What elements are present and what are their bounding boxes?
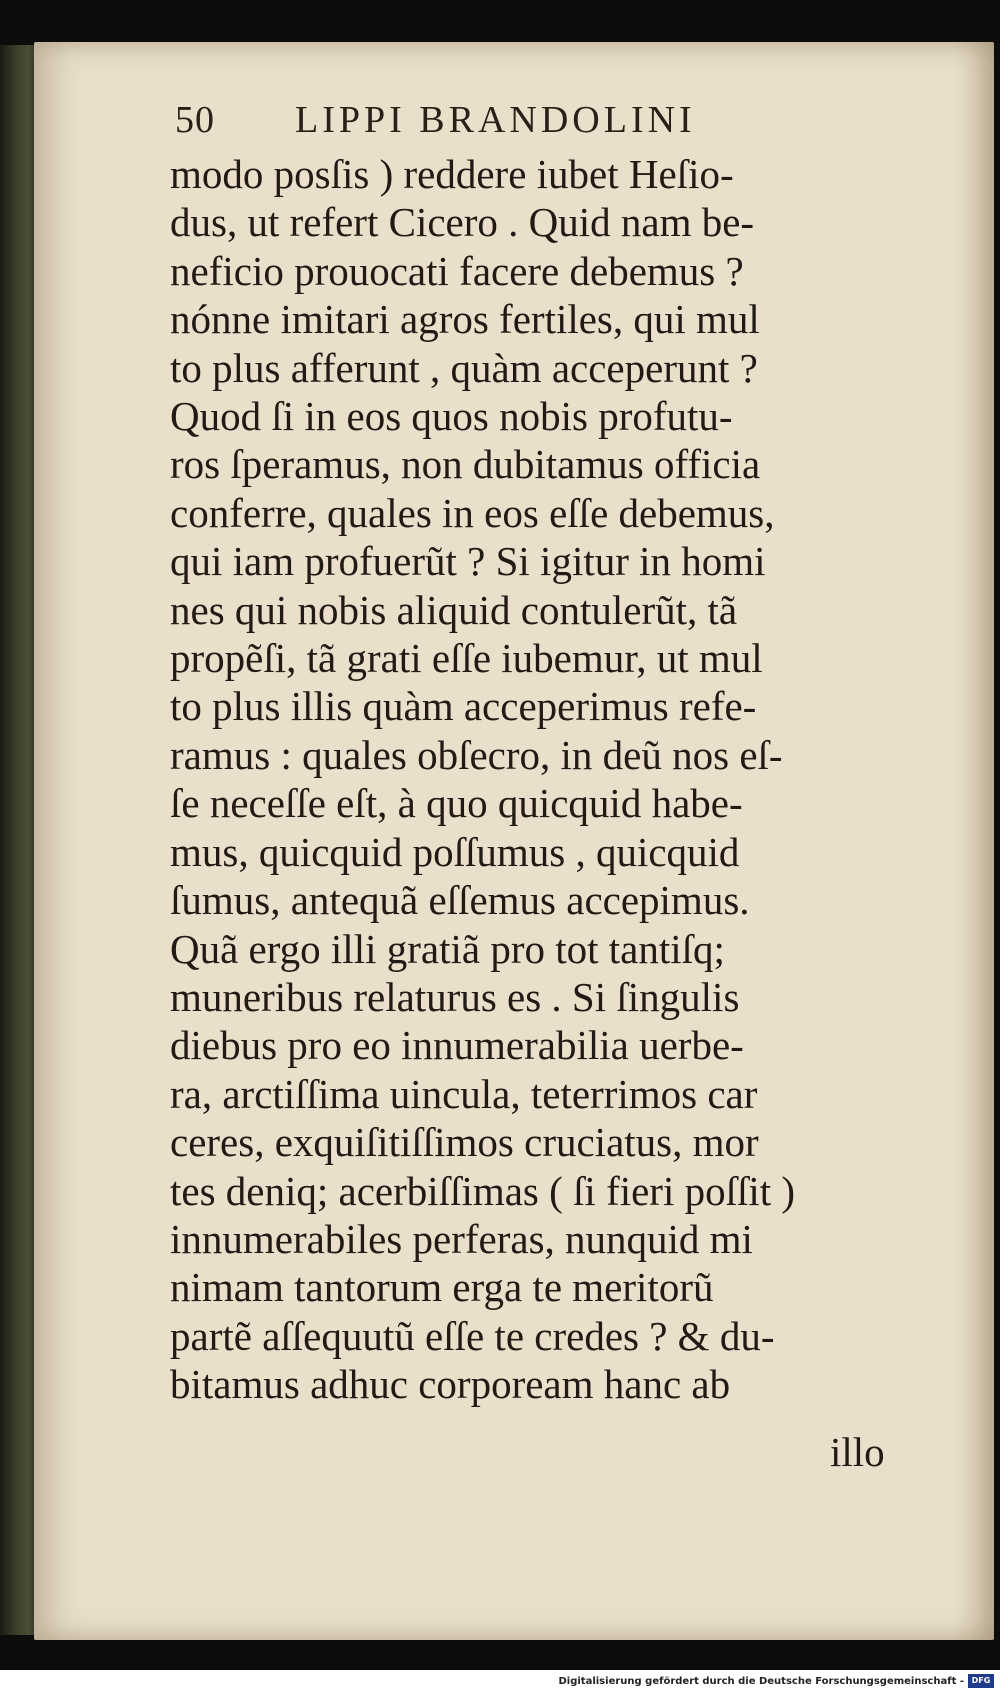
text-line: neficio prouocati facere debemus ? [170,247,744,294]
text-line: muneribus relaturus es . Si ſingulis [170,973,740,1020]
text-line: ramus : quales obſecro, in deũ nos eſ- [170,731,783,778]
text-line: diebus pro eo innumerabilia uerbe- [170,1022,744,1069]
dfg-logo: DFG [968,1674,994,1688]
text-line: ros ſperamus, non dubitamus officia [170,441,761,488]
text-line: bitamus adhuc corpoream hanc ab [170,1361,731,1408]
page-number: 50 [175,99,215,141]
footer-band [0,1670,1000,1696]
catchword: illo [830,1429,885,1475]
page-edge-shadow [954,42,994,1640]
body-text [170,150,870,1409]
text-line: to plus illis quàm acceperimus refe- [170,683,757,730]
running-head [175,98,855,142]
text-line: dus, ut refert Cicero . Quid nam be- [170,199,755,246]
funding-credit: Digitalisierung gefördert durch die Deutsche Forschungsgemeinschaft - [558,1676,964,1687]
text-line: ſe neceſſe eſt, à quo quicquid habe- [170,780,743,827]
text-line: ceres, exquiſitiſſimos cruciatus, mor [170,1119,759,1166]
text-line: modo posſis ) reddere iubet Heſio- [170,151,734,197]
running-title: LIPPI BRANDOLINI [295,99,696,141]
text-line: mus, quicquid poſſumus , quicquid [170,828,740,875]
text-line: nimam tantorum erga te meritorũ [170,1264,714,1311]
text-line: partẽ aſſequutũ eſſe te credes ? & du- [170,1312,775,1359]
text-line: ra, arctiſſima uincula, teterrimos car [170,1070,758,1117]
text-line: conferre, quales in eos eſſe debemus, [170,489,775,536]
text-line: qui iam profuerũt ? Si igitur in homi [170,538,766,585]
text-line: nónne imitari agros fertiles, qui mul [170,296,760,343]
text-line: ſumus, antequã eſſemus accepimus. [170,877,750,924]
text-line: propẽſi, tã grati eſſe iubemur, ut mul [170,635,763,682]
text-line: to plus afferunt , quàm acceperunt ? [170,344,758,391]
text-line: nes qui nobis aliquid contulerũt, tã [170,586,738,633]
text-line: tes deniq; acerbiſſimas ( ſi fieri poſſit ) [170,1167,796,1214]
text-line: innumerabiles perferas, nunquid mi [170,1215,753,1262]
text-line: Quã ergo illi gratiã pro tot tantiſq; [170,925,725,972]
text-line: Quod ſi in eos quos nobis profutu- [170,393,733,440]
